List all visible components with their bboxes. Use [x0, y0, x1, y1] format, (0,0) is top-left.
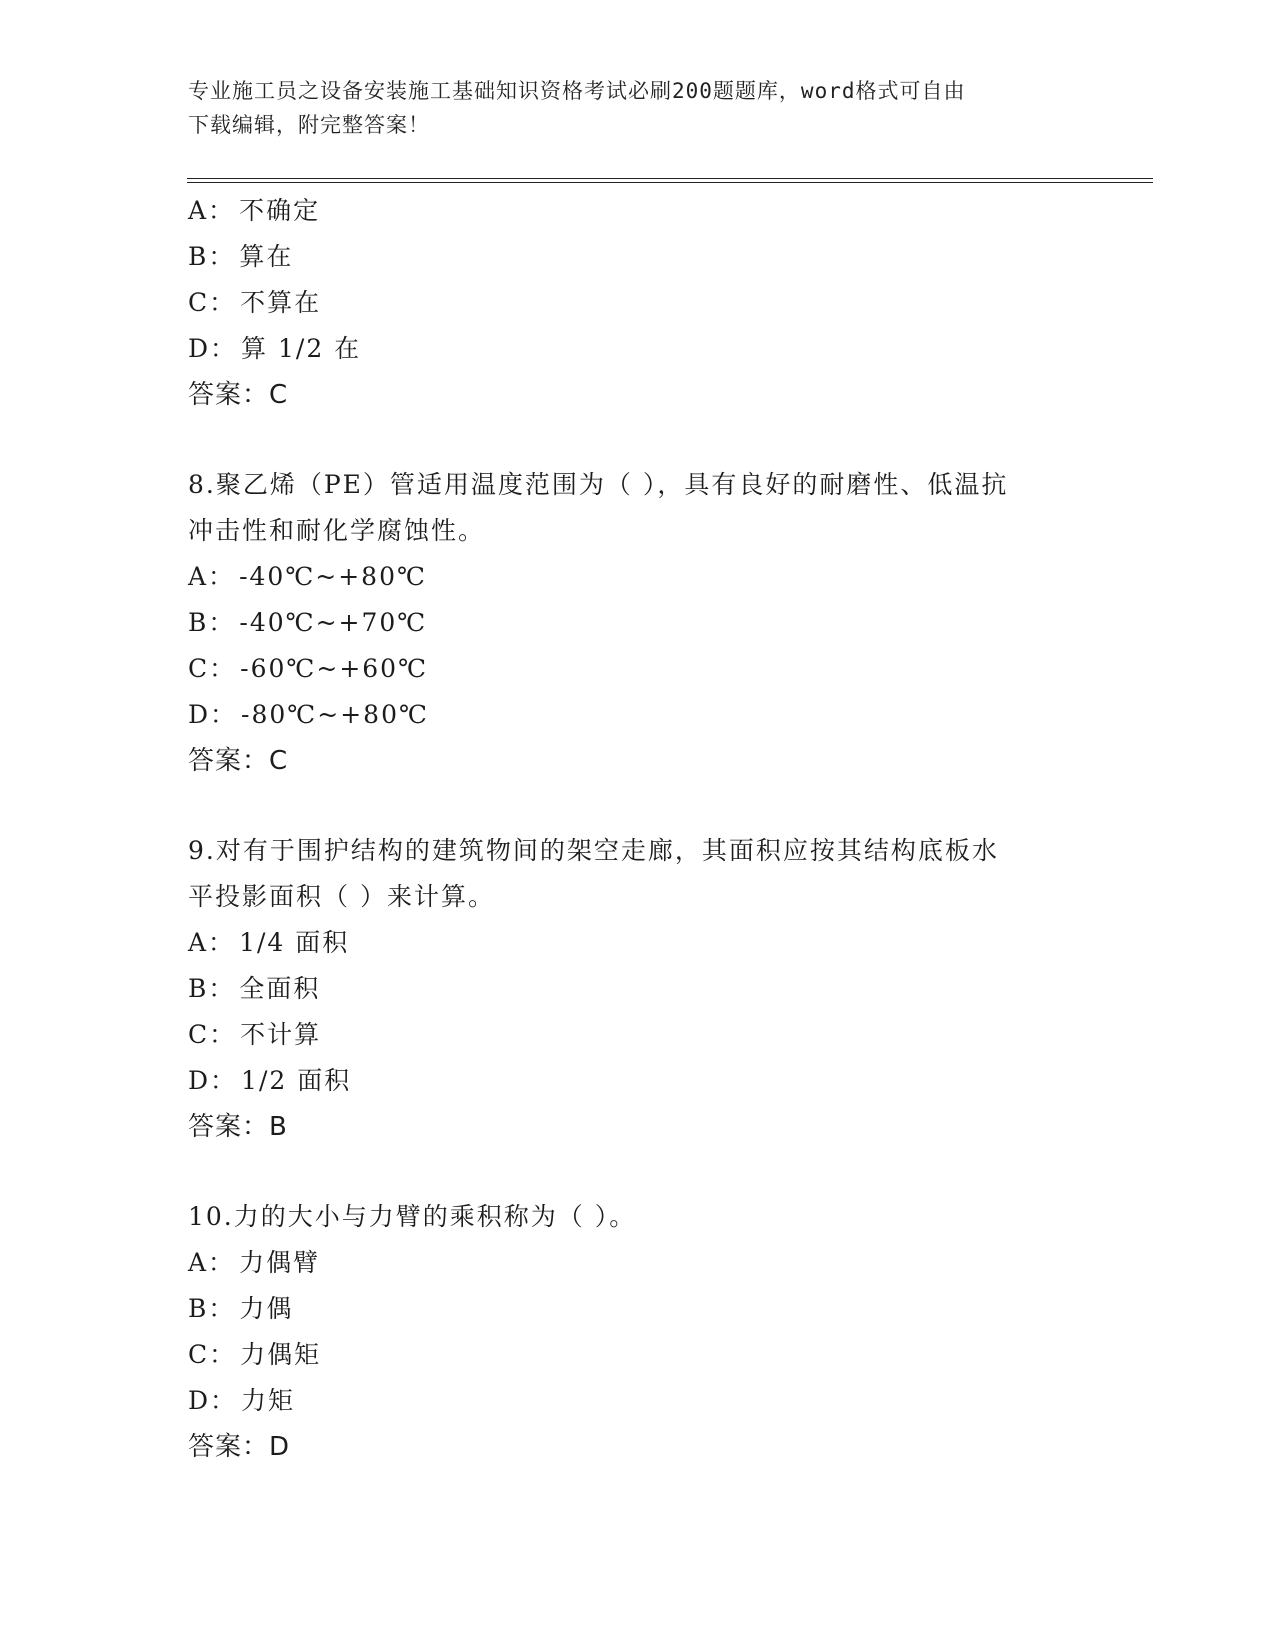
option-c: C： -60℃~+60℃ [188, 654, 429, 683]
question-9 [188, 828, 1108, 1150]
header-title-line-1: 专业施工员之设备安装施工基础知识资格考试必刷200题题库，word格式可自由 [188, 79, 966, 103]
option-c: C： 不计算 [188, 1020, 322, 1049]
answer: 答案：D [188, 1432, 291, 1462]
option-b: B： 力偶 [188, 1294, 294, 1323]
option-c: C： 力偶矩 [188, 1340, 322, 1369]
answer: 答案：B [188, 1112, 288, 1142]
option-d: D： 算 1/2 在 [188, 334, 362, 363]
document-header [188, 74, 1068, 142]
option-d: D： 力矩 [188, 1386, 296, 1415]
question-text-line-2: 平投影面积（ ）来计算。 [188, 882, 495, 911]
answer: 答案：C [188, 746, 289, 776]
spacer [188, 784, 1108, 828]
question-text-line-1: 8.聚乙烯（PE）管适用温度范围为（ ），具有良好的耐磨性、低温抗 [188, 470, 1009, 499]
option-a: A： 不确定 [188, 196, 321, 225]
option-d: D： -80℃~+80℃ [188, 700, 429, 729]
spacer [188, 418, 1108, 462]
question-7 [188, 188, 1108, 418]
option-b: B： 全面积 [188, 974, 321, 1003]
option-b: B： 算在 [188, 242, 294, 271]
question-10 [188, 1194, 1108, 1470]
option-a: A： -40℃~+80℃ [188, 562, 427, 591]
question-text-line-1: 9.对有于围护结构的建筑物间的架空走廊，其面积应按其结构底板水 [188, 836, 999, 865]
answer: 答案：C [188, 380, 289, 410]
question-list [188, 188, 1108, 1470]
header-divider [187, 178, 1153, 183]
option-a: A： 力偶臂 [188, 1248, 321, 1277]
spacer [188, 1150, 1108, 1194]
option-c: C： 不算在 [188, 288, 322, 317]
header-title-line-2: 下载编辑，附完整答案！ [188, 113, 430, 137]
question-8 [188, 462, 1108, 784]
question-text-line-1: 10.力的大小与力臂的乘积称为（ ）。 [188, 1202, 637, 1231]
question-text-line-2: 冲击性和耐化学腐蚀性。 [188, 516, 486, 545]
option-d: D： 1/2 面积 [188, 1066, 352, 1095]
option-a: A： 1/4 面积 [188, 928, 350, 957]
option-b: B： -40℃~+70℃ [188, 608, 428, 637]
